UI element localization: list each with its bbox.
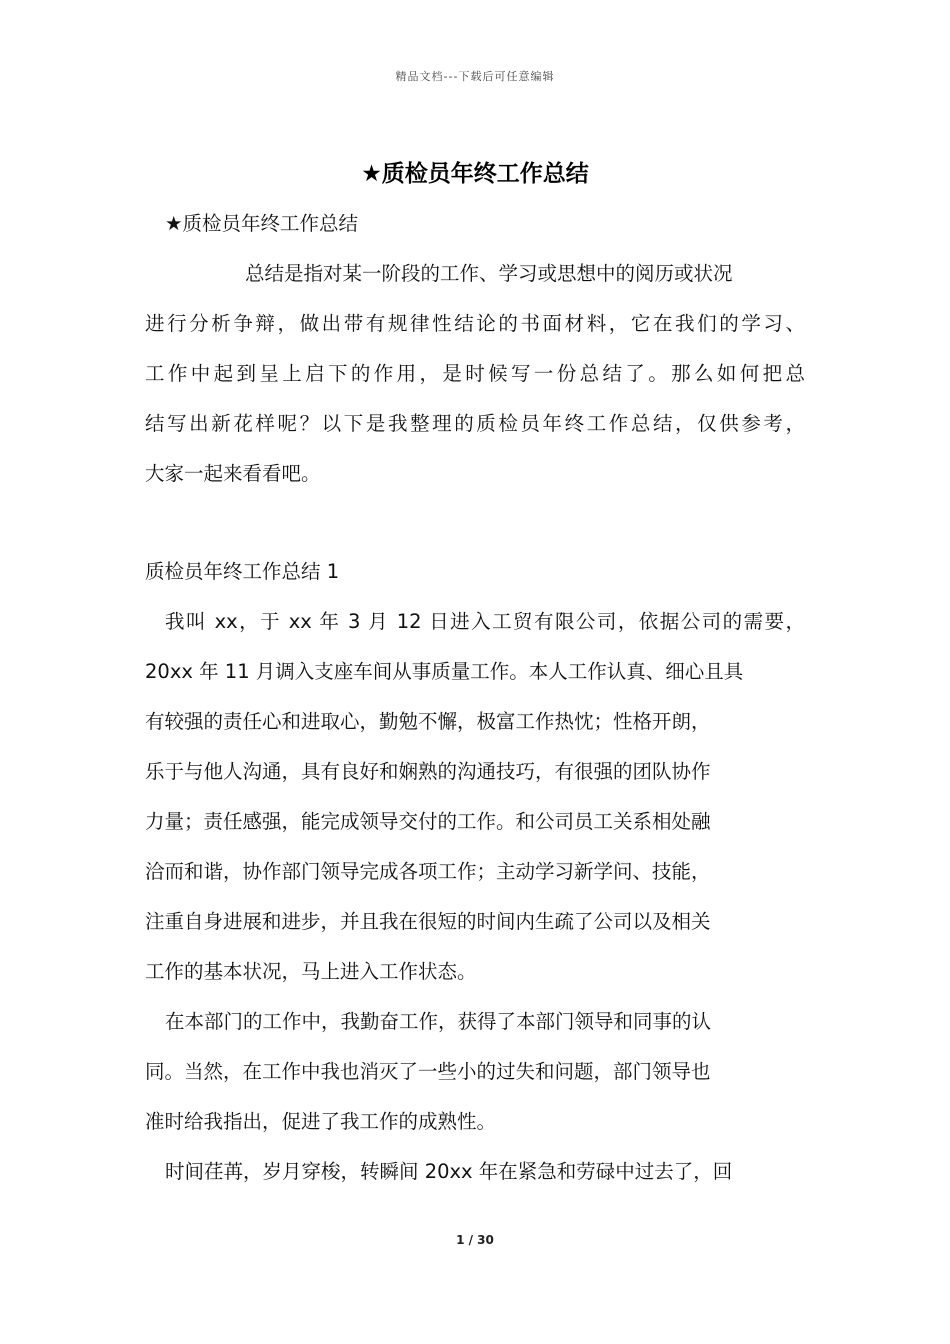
paragraph-line: 在本部门的工作中，我勤奋工作，获得了本部门领导和同事的认: [165, 1010, 712, 1033]
paragraph-line: 工作的基本状况，马上进入工作状态。: [145, 960, 477, 983]
paragraph-line: 准时给我指出，促进了我工作的成熟性。: [145, 1110, 497, 1133]
intro-line: 工作中起到呈上启下的作用，是时候写一份总结了。那么如何把总: [145, 362, 805, 385]
paragraph-line: 注重自身进展和进步，并且我在很短的时间内生疏了公司以及相关: [145, 910, 711, 933]
section-heading: 质检员年终工作总结 1: [145, 560, 340, 583]
paragraph-line: 力量；责任感强，能完成领导交付的工作。和公司员工关系相处融: [145, 810, 711, 833]
intro-line: 总结是指对某一阶段的工作、学习或思想中的阅历或状况: [245, 262, 733, 285]
paragraph-line: 我叫 xx，于 xx 年 3 月 12 日进入工贸有限公司，依据公司的需要，: [165, 610, 805, 633]
paragraph-line: 20xx 年 11 月调入支座车间从事质量工作。本人工作认真、细心且具: [145, 660, 744, 683]
document-title: ★质检员年终工作总结: [361, 161, 589, 187]
intro-line: 结写出新花样呢？以下是我整理的质检员年终工作总结，仅供参考，: [145, 412, 805, 435]
intro-line: 大家一起来看看吧。: [145, 462, 321, 485]
intro-line: 进行分析争辩，做出带有规律性结论的书面材料，它在我们的学习、: [145, 312, 805, 335]
page-number: 1 / 30: [456, 1233, 494, 1247]
paragraph-line: 有较强的责任心和进取心，勤勉不懈，极富工作热忱；性格开朗，: [145, 710, 711, 733]
paragraph-line: 洽而和谐，协作部门领导完成各项工作；主动学习新学问、技能，: [145, 860, 711, 883]
paragraph-line: 时间荏苒，岁月穿梭，转瞬间 20xx 年在紧急和劳碌中过去了，回: [165, 1160, 733, 1183]
header-note: 精品文档---下载后可任意编辑: [395, 70, 555, 83]
paragraph-line: 同。当然，在工作中我也消灭了一些小的过失和问题，部门领导也: [145, 1060, 711, 1083]
paragraph-line: 乐于与他人沟通，具有良好和娴熟的沟通技巧，有很强的团队协作: [145, 760, 711, 783]
subtitle: ★质检员年终工作总结: [165, 212, 358, 235]
